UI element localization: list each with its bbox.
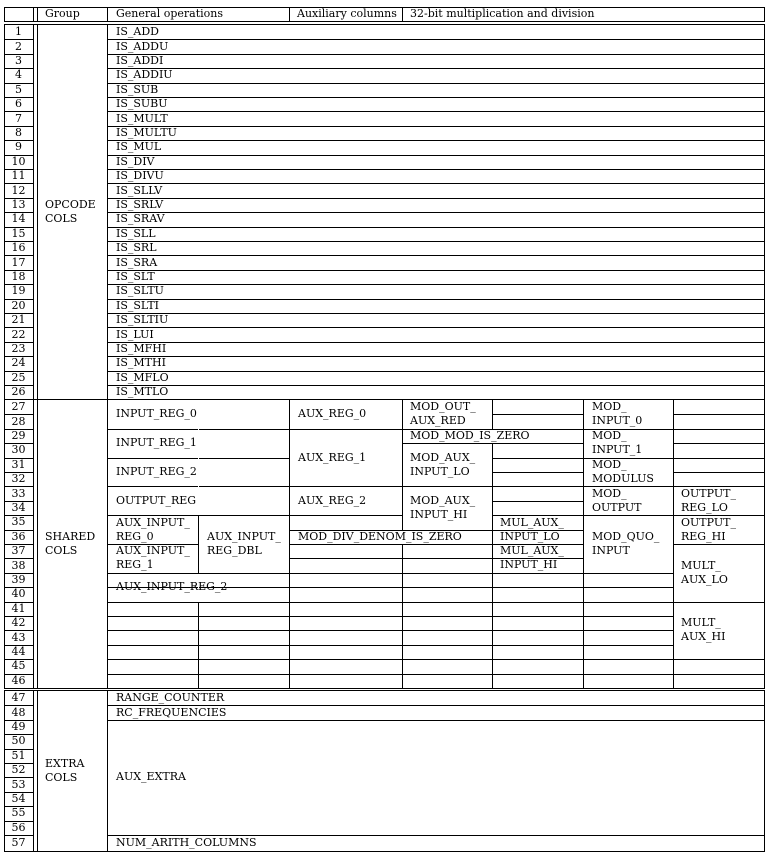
mult-aux-lo-cell-line2: AUX_LO bbox=[681, 573, 728, 586]
row-number: 39 bbox=[11, 573, 26, 586]
row-number: 11 bbox=[11, 169, 26, 182]
row-number: 6 bbox=[15, 97, 22, 110]
shared-row-rule bbox=[107, 630, 199, 631]
shared-row-rule bbox=[402, 587, 493, 588]
row-number: 12 bbox=[11, 184, 26, 197]
row-number: 28 bbox=[11, 415, 26, 428]
extra-group-label-line2: COLS bbox=[45, 771, 78, 784]
header-col-rule bbox=[37, 7, 38, 22]
opcode-cell: IS_ADDIU bbox=[116, 68, 173, 81]
shared-row-rule bbox=[289, 659, 403, 660]
opcode-row-rule bbox=[107, 111, 765, 112]
opcode-row-rule bbox=[107, 342, 765, 343]
row-number: 13 bbox=[11, 198, 26, 211]
opcode-cell: IS_SRL bbox=[116, 241, 157, 254]
opcode-row-rule bbox=[107, 97, 765, 98]
shared-row-rule bbox=[198, 573, 290, 574]
rc-frequencies-cell: RC_FREQUENCIES bbox=[116, 706, 227, 719]
aux-input-reg-1-cell-line2: REG_1 bbox=[116, 558, 154, 571]
header-col-rule bbox=[402, 7, 403, 22]
row-number: 51 bbox=[11, 749, 26, 762]
opcode-cell: IS_SLTIU bbox=[116, 313, 169, 326]
shared-row-rule bbox=[492, 472, 584, 473]
mod-quo-input-cell-line1: MOD_QUO_ bbox=[592, 530, 660, 543]
shared-row-rule bbox=[583, 659, 674, 660]
mod-modulus-cell-line2: MODULUS bbox=[592, 472, 654, 485]
opcode-row-rule bbox=[107, 39, 765, 40]
num-arith-columns-cell: NUM_ARITH_COLUMNS bbox=[116, 836, 257, 849]
opcode-group-label-line2: COLS bbox=[45, 212, 78, 225]
header-auxiliary-columns: Auxiliary columns bbox=[297, 7, 397, 20]
opcode-row-rule bbox=[107, 54, 765, 55]
mod-modulus-cell-line1: MOD_ bbox=[592, 458, 627, 471]
mod-div-denom-is-zero-cell: MOD_DIV_DENOM_IS_ZERO bbox=[298, 530, 462, 543]
shared-row-rule bbox=[673, 414, 765, 415]
mod-aux-input-hi-cell-line2: INPUT_HI bbox=[410, 508, 468, 521]
row-number: 42 bbox=[11, 616, 26, 629]
row-number: 20 bbox=[11, 299, 26, 312]
row-number: 37 bbox=[11, 544, 26, 557]
row-number: 43 bbox=[11, 631, 26, 644]
row-number: 15 bbox=[11, 227, 26, 240]
output-reg-lo-cell-line2: REG_LO bbox=[681, 501, 728, 514]
opcode-row-rule bbox=[107, 356, 765, 357]
shared-row-rule bbox=[583, 645, 674, 646]
shared-row-rule bbox=[583, 630, 674, 631]
opcode-cell: IS_ADDI bbox=[116, 54, 164, 67]
shared-row-rule bbox=[492, 659, 584, 660]
opcode-cell: IS_DIV bbox=[116, 155, 155, 168]
row-number: 10 bbox=[11, 155, 26, 168]
mult-aux-hi-cell-line1: MULT_ bbox=[681, 616, 721, 629]
mod-aux-input-hi-cell-line1: MOD_AUX_ bbox=[410, 494, 476, 507]
opcode-row-rule bbox=[107, 241, 765, 242]
shared-row-rule bbox=[492, 486, 584, 487]
opcode-row-rule bbox=[107, 255, 765, 256]
row-number: 52 bbox=[11, 763, 26, 776]
opcode-row-rule bbox=[107, 183, 765, 184]
shared-section-num-rule bbox=[37, 399, 38, 689]
shared-row-rule bbox=[492, 602, 584, 603]
opcode-cell: IS_SLL bbox=[116, 227, 156, 240]
opcode-row-rule bbox=[107, 371, 765, 372]
shared-row-rule bbox=[289, 602, 403, 603]
shared-row-rule bbox=[107, 429, 199, 430]
row-number: 45 bbox=[11, 659, 26, 672]
row-number: 54 bbox=[11, 792, 26, 805]
aux-input-reg-0-cell-line1: AUX_INPUT_ bbox=[116, 516, 190, 529]
shared-row-rule bbox=[492, 443, 584, 444]
shared-group-label-line2: COLS bbox=[45, 544, 78, 557]
input-reg-2-cell: INPUT_REG_2 bbox=[116, 465, 197, 478]
opcode-cell: IS_SLTU bbox=[116, 284, 164, 297]
opcode-row-rule bbox=[107, 83, 765, 84]
opcode-cell: IS_DIVU bbox=[116, 169, 164, 182]
aux-input-reg-2-cell: AUX_INPUT_REG_2 bbox=[116, 580, 228, 593]
mul-aux-input-hi-cell-line1: MUL_AUX_ bbox=[500, 544, 564, 557]
opcode-cell: IS_ADDU bbox=[116, 40, 169, 53]
header-col-rule bbox=[33, 7, 34, 22]
shared-row-rule bbox=[492, 414, 584, 415]
shared-row-rule bbox=[198, 645, 290, 646]
row-number: 33 bbox=[11, 487, 26, 500]
aux-input-reg-dbl-cell-line2: REG_DBL bbox=[207, 544, 262, 557]
opcode-row-rule bbox=[107, 327, 765, 328]
row-number: 38 bbox=[11, 559, 26, 572]
row-number-rule bbox=[4, 851, 34, 852]
row-number: 30 bbox=[11, 443, 26, 456]
extra-row-rule bbox=[107, 720, 765, 721]
opcode-cell: IS_SRLV bbox=[116, 198, 164, 211]
shared-row-rule bbox=[198, 515, 290, 516]
row-number: 32 bbox=[11, 472, 26, 485]
row-number: 25 bbox=[11, 371, 26, 384]
opcode-row-rule bbox=[107, 299, 765, 300]
mod-quo-input-cell-line2: INPUT bbox=[592, 544, 630, 557]
opcode-cell: IS_SLT bbox=[116, 270, 155, 283]
row-number: 47 bbox=[11, 691, 26, 704]
shared-row-rule bbox=[107, 616, 199, 617]
shared-row-rule bbox=[107, 674, 199, 675]
opcode-cell: IS_SUBU bbox=[116, 97, 168, 110]
shared-row-rule bbox=[289, 558, 403, 559]
shared-row-rule bbox=[402, 659, 493, 660]
shared-row-rule bbox=[492, 630, 584, 631]
input-reg-0-cell: INPUT_REG_0 bbox=[116, 407, 197, 420]
shared-row-rule bbox=[673, 602, 765, 603]
shared-row-rule bbox=[289, 674, 403, 675]
shared-row-rule bbox=[673, 443, 765, 444]
shared-row-rule bbox=[289, 515, 403, 516]
shared-row-rule bbox=[583, 515, 674, 516]
row-number: 21 bbox=[11, 313, 26, 326]
row-number: 31 bbox=[11, 458, 26, 471]
opcode-section-num-rule bbox=[37, 24, 38, 400]
shared-row-rule bbox=[107, 573, 199, 574]
row-number: 22 bbox=[11, 328, 26, 341]
shared-row-rule bbox=[673, 544, 765, 545]
shared-row-rule bbox=[492, 458, 584, 459]
row-number: 27 bbox=[11, 400, 26, 413]
opcode-cell: IS_MFLO bbox=[116, 371, 169, 384]
mod-input-0-cell-line2: INPUT_0 bbox=[592, 414, 643, 427]
opcode-cell: IS_SLLV bbox=[116, 184, 163, 197]
opcode-cell: IS_MTHI bbox=[116, 356, 166, 369]
shared-row-rule bbox=[402, 630, 493, 631]
shared-row-rule bbox=[289, 616, 403, 617]
row-number: 49 bbox=[11, 720, 26, 733]
row-number: 24 bbox=[11, 356, 26, 369]
output-reg-lo-cell-line1: OUTPUT_ bbox=[681, 487, 736, 500]
shared-row-rule bbox=[289, 630, 403, 631]
row-number: 14 bbox=[11, 212, 26, 225]
shared-row-rule bbox=[402, 602, 493, 603]
mod-output-cell-line2: OUTPUT bbox=[592, 501, 642, 514]
shared-group-label-line1: SHARED bbox=[45, 530, 96, 543]
shared-row-rule bbox=[198, 602, 290, 603]
row-number: 7 bbox=[15, 112, 22, 125]
shared-row-rule bbox=[289, 544, 403, 545]
row-number: 36 bbox=[11, 530, 26, 543]
opcode-cell: IS_MUL bbox=[116, 140, 162, 153]
row-number: 1 bbox=[15, 25, 22, 38]
opcode-cell: IS_MTLO bbox=[116, 385, 169, 398]
merged-cell-gap bbox=[198, 400, 199, 515]
mod-out-aux-red-cell-line2: AUX_RED bbox=[410, 414, 466, 427]
opcode-row-rule bbox=[107, 198, 765, 199]
row-number: 16 bbox=[11, 241, 26, 254]
opcode-row-rule bbox=[107, 155, 765, 156]
header-col-rule bbox=[764, 7, 765, 22]
opcode-cell: IS_ADD bbox=[116, 25, 159, 38]
shared-row-rule bbox=[492, 674, 584, 675]
aux-input-reg-dbl-cell-line1: AUX_INPUT_ bbox=[207, 530, 281, 543]
shared-row-rule bbox=[673, 429, 765, 430]
mul-aux-input-lo-cell-line2: INPUT_LO bbox=[500, 530, 560, 543]
output-reg-hi-cell-line1: OUTPUT_ bbox=[681, 516, 736, 529]
header-multiplication-division: 32-bit multiplication and division bbox=[410, 7, 595, 20]
shared-row-rule bbox=[107, 602, 199, 603]
shared-row-rule bbox=[289, 587, 403, 588]
aux-reg-0-cell: AUX_REG_0 bbox=[298, 407, 367, 420]
header-bottom-rule bbox=[4, 21, 765, 22]
row-number: 56 bbox=[11, 821, 26, 834]
shared-row-rule bbox=[107, 659, 199, 660]
extra-group-label-line1: EXTRA bbox=[45, 757, 85, 770]
shared-row-rule bbox=[583, 587, 674, 588]
row-number-rule bbox=[4, 688, 34, 689]
shared-row-rule bbox=[583, 674, 674, 675]
extra-section-group-rule bbox=[107, 690, 108, 852]
row-number: 34 bbox=[11, 501, 26, 514]
shared-row-rule bbox=[402, 645, 493, 646]
shared-row-rule bbox=[107, 458, 199, 459]
mult-aux-hi-cell-line2: AUX_HI bbox=[681, 630, 726, 643]
row-number: 26 bbox=[11, 385, 26, 398]
opcode-row-rule bbox=[107, 313, 765, 314]
opcode-cell: IS_SRAV bbox=[116, 212, 165, 225]
extra-section-right-rule bbox=[764, 690, 765, 852]
row-number: 50 bbox=[11, 734, 26, 747]
row-number: 53 bbox=[11, 778, 26, 791]
row-number: 29 bbox=[11, 429, 26, 442]
mod-aux-input-lo-cell-line1: MOD_AUX_ bbox=[410, 451, 476, 464]
mod-input-0-cell-line1: MOD_ bbox=[592, 400, 627, 413]
mod-input-1-cell-line2: INPUT_1 bbox=[592, 443, 643, 456]
shared-row-rule bbox=[402, 573, 493, 574]
opcode-cell: IS_MULTU bbox=[116, 126, 177, 139]
shared-row-rule bbox=[198, 630, 290, 631]
row-number: 4 bbox=[15, 68, 22, 81]
row-number: 19 bbox=[11, 284, 26, 297]
output-reg-hi-cell-line2: REG_HI bbox=[681, 530, 726, 543]
shared-row-rule bbox=[198, 616, 290, 617]
shared-row-rule bbox=[402, 486, 493, 487]
mod-output-cell-line1: MOD_ bbox=[592, 487, 627, 500]
shared-row-rule bbox=[492, 501, 584, 502]
shared-row-rule bbox=[583, 573, 674, 574]
shared-section-bottom-rule bbox=[4, 688, 765, 689]
row-number: 18 bbox=[11, 270, 26, 283]
opcode-row-rule bbox=[107, 385, 765, 386]
shared-row-rule bbox=[492, 573, 584, 574]
shared-row-rule bbox=[492, 587, 584, 588]
shared-row-rule bbox=[673, 674, 765, 675]
input-reg-1-cell: INPUT_REG_1 bbox=[116, 436, 197, 449]
extra-section-num-rule bbox=[33, 690, 34, 852]
aux-input-reg-1-cell-line1: AUX_INPUT_ bbox=[116, 544, 190, 557]
shared-row-rule bbox=[492, 616, 584, 617]
opcode-cell: IS_SLTI bbox=[116, 299, 160, 312]
opcode-row-rule bbox=[107, 212, 765, 213]
opcode-row-rule bbox=[107, 126, 765, 127]
shared-section-top-rule bbox=[4, 399, 765, 400]
opcode-row-rule bbox=[107, 169, 765, 170]
opcode-row-rule bbox=[107, 68, 765, 69]
mul-aux-input-hi-cell-line2: INPUT_HI bbox=[500, 558, 558, 571]
mod-mod-is-zero-cell: MOD_MOD_IS_ZERO bbox=[410, 429, 530, 442]
shared-row-rule bbox=[198, 429, 290, 430]
row-number: 8 bbox=[15, 126, 22, 139]
opcode-row-rule bbox=[107, 270, 765, 271]
row-number: 35 bbox=[11, 515, 26, 528]
opcode-cell: IS_SUB bbox=[116, 83, 159, 96]
row-number: 46 bbox=[11, 674, 26, 687]
mod-out-aux-red-cell-line1: MOD_OUT_ bbox=[410, 400, 476, 413]
opcode-row-rule bbox=[107, 140, 765, 141]
aux-reg-2-cell: AUX_REG_2 bbox=[298, 494, 367, 507]
mul-aux-input-lo-cell-line1: MUL_AUX_ bbox=[500, 516, 564, 529]
extra-section-num-rule bbox=[37, 690, 38, 852]
shared-row-rule bbox=[198, 674, 290, 675]
shared-row-rule bbox=[673, 472, 765, 473]
range-counter-cell: RANGE_COUNTER bbox=[116, 691, 225, 704]
shared-row-rule bbox=[289, 645, 403, 646]
header-col-rule bbox=[107, 7, 108, 22]
row-number: 44 bbox=[11, 645, 26, 658]
row-number: 23 bbox=[11, 342, 26, 355]
shared-row-rule bbox=[402, 544, 493, 545]
row-number: 9 bbox=[15, 140, 22, 153]
opcode-cell: IS_SRA bbox=[116, 256, 158, 269]
row-number: 2 bbox=[15, 40, 22, 53]
shared-row-rule bbox=[289, 429, 403, 430]
row-number: 48 bbox=[11, 706, 26, 719]
aux-reg-1-cell: AUX_REG_1 bbox=[298, 451, 367, 464]
header-col-rule bbox=[4, 7, 5, 22]
shared-row-rule bbox=[107, 645, 199, 646]
header-group: Group bbox=[45, 7, 80, 20]
opcode-group-label-line1: OPCODE bbox=[45, 198, 96, 211]
shared-row-rule bbox=[107, 486, 199, 487]
mult-aux-lo-cell-line1: MULT_ bbox=[681, 559, 721, 572]
row-number: 3 bbox=[15, 54, 22, 67]
shared-row-rule bbox=[402, 616, 493, 617]
mod-aux-input-lo-cell-line2: INPUT_LO bbox=[410, 465, 470, 478]
opcode-cell: IS_MFHI bbox=[116, 342, 167, 355]
opcode-cell: IS_MULT bbox=[116, 112, 168, 125]
row-number: 41 bbox=[11, 602, 26, 615]
opcode-cell: IS_LUI bbox=[116, 328, 154, 341]
shared-row-rule bbox=[673, 458, 765, 459]
shared-row-rule bbox=[402, 443, 493, 444]
output-reg-cell: OUTPUT_REG bbox=[116, 494, 197, 507]
shared-row-rule bbox=[402, 558, 493, 559]
mod-input-1-cell-line1: MOD_ bbox=[592, 429, 627, 442]
shared-row-rule bbox=[198, 486, 290, 487]
shared-row-rule bbox=[673, 659, 765, 660]
shared-row-rule bbox=[583, 616, 674, 617]
row-number: 55 bbox=[11, 806, 26, 819]
shared-row-rule bbox=[198, 458, 290, 459]
shared-row-rule bbox=[289, 573, 403, 574]
shared-row-rule bbox=[492, 645, 584, 646]
header-general-operations: General operations bbox=[116, 7, 224, 20]
row-number: 40 bbox=[11, 587, 26, 600]
extra-section-bottom-rule bbox=[4, 851, 765, 852]
opcode-row-rule bbox=[107, 227, 765, 228]
shared-row-rule bbox=[583, 602, 674, 603]
aux-input-reg-0-cell-line2: REG_0 bbox=[116, 530, 154, 543]
row-number: 17 bbox=[11, 256, 26, 269]
shared-row-rule bbox=[289, 486, 403, 487]
header-col-rule bbox=[289, 7, 290, 22]
opcode-row-rule bbox=[107, 284, 765, 285]
row-number: 5 bbox=[15, 83, 22, 96]
shared-row-rule bbox=[198, 659, 290, 660]
aux-extra-cell: AUX_EXTRA bbox=[116, 770, 186, 783]
row-number: 57 bbox=[11, 836, 26, 849]
shared-row-rule bbox=[402, 674, 493, 675]
